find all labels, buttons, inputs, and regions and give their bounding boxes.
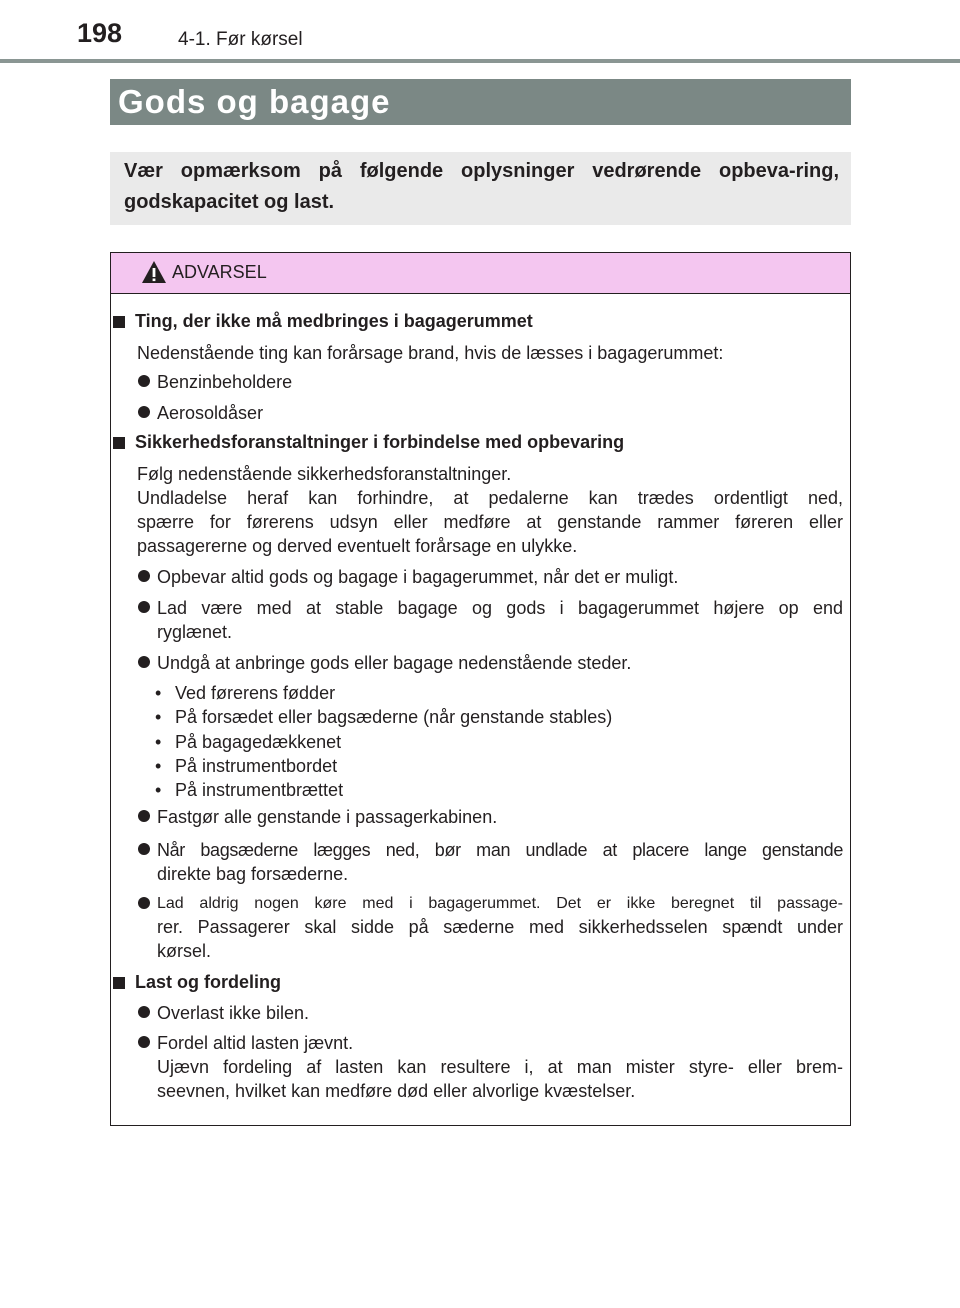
intro-box: Vær opmærksom på følgende oplysninger vedrørende opbeva-ring, godskapacitet og last. (110, 152, 851, 225)
list-item: Lad aldrig nogen køre med i bagagerummet. Det er ikke beregnet til passage- rer. Passagerer skal sidde på sæderne med sikkerhedsselen spændt under kørsel. (137, 892, 843, 963)
round-bullet-icon (138, 656, 150, 668)
section-heading-text: Sikkerhedsforanstaltninger i forbindelse med opbevaring (135, 432, 625, 452)
list-item: Opbevar altid gods og bagage i bagagerummet, når det er muligt. (137, 565, 843, 589)
round-bullet-icon (138, 810, 150, 822)
section-heading (113, 432, 624, 453)
warning-triangle-icon (141, 260, 167, 284)
list-item: Undgå at anbringe gods eller bagage nedenstående steder. (137, 651, 843, 675)
section-heading-text: Ting, der ikke må medbringes i bagagerummet (135, 311, 533, 331)
list-item: Overlast ikke bilen. (137, 1001, 843, 1025)
round-bullet-icon (138, 897, 150, 909)
list-item: Lad være med at stable bagage og gods i bagagerummet højere op end ryglænet. (137, 596, 843, 644)
section-heading (113, 972, 281, 993)
paragraph-line: Undladelse heraf kan forhindre, at pedalerne kan trædes ordentligt ned, (137, 488, 843, 508)
section-heading (113, 311, 533, 332)
round-bullet-icon (138, 406, 150, 418)
header-rule (0, 59, 960, 63)
list-item: Fastgør alle genstande i passagerkabinen. (137, 805, 843, 829)
sub-list-item: • På instrumentbordet (155, 756, 338, 776)
warning-label: ADVARSEL (172, 262, 267, 282)
paragraph-line: Følg nedenstående sikkerhedsforanstaltninger. (137, 464, 512, 484)
sub-list-item: • På bagagedækkenet (155, 732, 342, 752)
round-bullet-icon (138, 375, 150, 387)
warning-header (111, 253, 850, 294)
paragraph: Nedenstående ting kan forårsage brand, hvis de læsses i bagagerummet: (137, 343, 724, 363)
paragraph-line: spærre for førerens udsyn eller medføre at genstande rammer føreren eller (137, 512, 843, 532)
square-bullet-icon (113, 437, 125, 449)
warning-box (110, 252, 851, 1126)
round-bullet-icon (138, 1036, 150, 1048)
sub-list-item: • Ved førerens fødder (155, 683, 336, 703)
list-item: Når bagsæderne lægges ned, bør man undlade at placere lange genstande direkte bag forsæderne. (137, 838, 843, 886)
square-bullet-icon (113, 977, 125, 989)
sub-list-item: • På forsædet eller bagsæderne (når genstande stables) (155, 707, 613, 727)
round-bullet-icon (138, 570, 150, 582)
page-number: 198 (77, 18, 123, 48)
sub-list-item: • På instrumentbrættet (155, 780, 344, 800)
paragraph-line: passagererne og derved eventuelt forårsage en ulykke. (137, 536, 578, 556)
round-bullet-icon (138, 843, 150, 855)
title-bar (110, 79, 851, 125)
page-title: Gods og bagage (118, 83, 391, 120)
round-bullet-icon (138, 1006, 150, 1018)
list-item: Aerosoldåser (137, 401, 843, 425)
round-bullet-icon (138, 601, 150, 613)
section-reference: 4-1. Før kørsel (178, 29, 303, 50)
section-heading-text: Last og fordeling (135, 972, 281, 992)
square-bullet-icon (113, 316, 125, 328)
list-item: Fordel altid lasten jævnt. Ujævn fordeling af lasten kan resultere i, at man mister styre- eller brem- seevnen, hvilket kan medføre død eller alvorlige kvæstelser. (137, 1031, 843, 1103)
list-item: Benzinbeholdere (137, 370, 843, 394)
